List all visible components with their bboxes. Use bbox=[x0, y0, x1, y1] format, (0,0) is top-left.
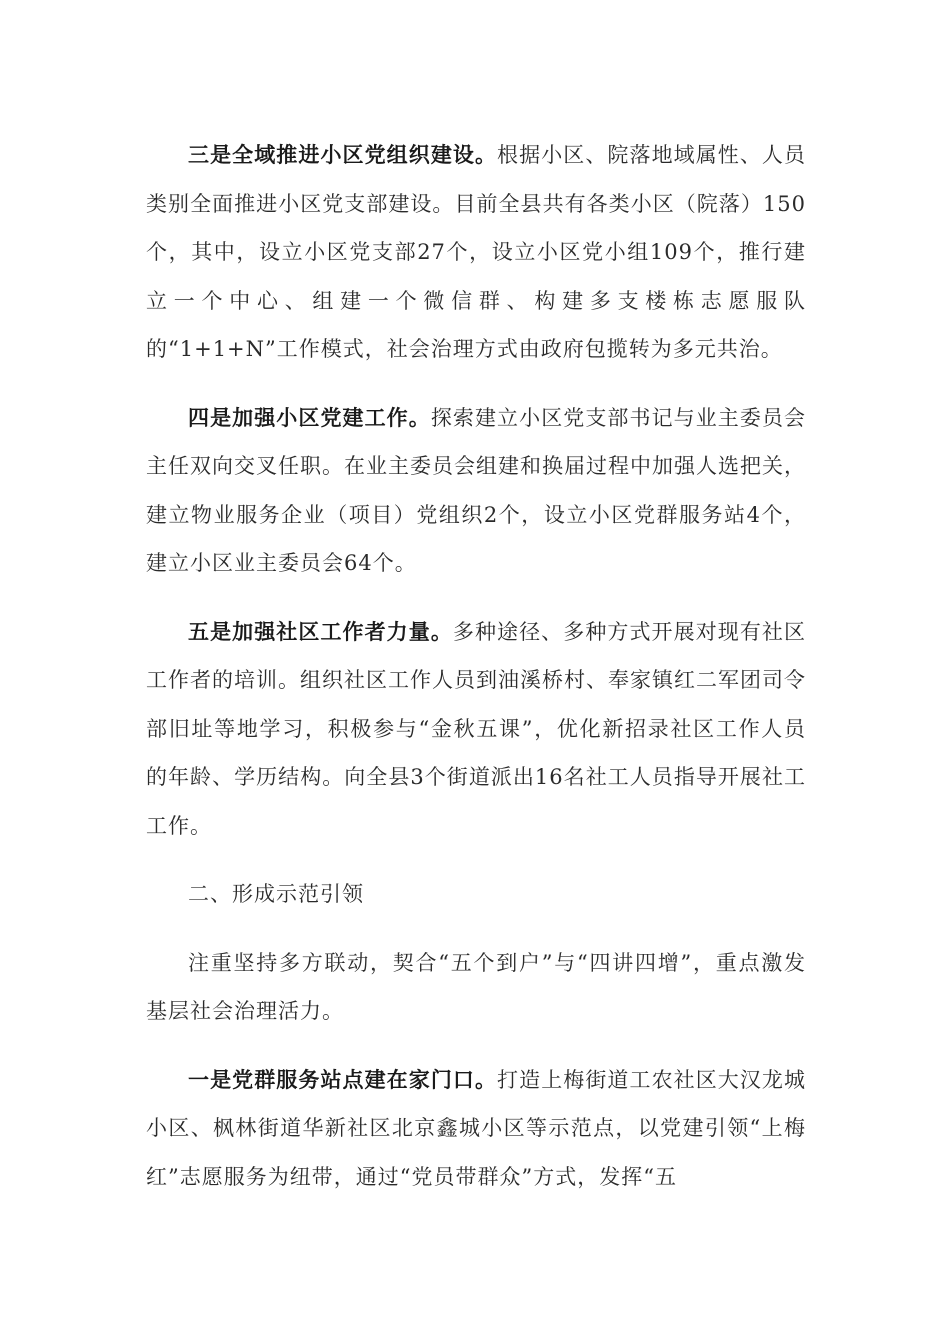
paragraph-service-stations bbox=[146, 1056, 806, 1202]
document-body bbox=[146, 131, 806, 1221]
paragraph-text: 多种途径、多种方式开展对现有社区工作者的培训。组织社区工作人员到油溪桥村、奉家镇红二军团司令部旧址等地学习，积极参与“金秋五课”，优化新招录社区工作人员的年龄、学历结构。向全县3个街道派出16名社工人员指导开展社工工作。 bbox=[146, 619, 807, 838]
paragraph-community-party-organization bbox=[146, 131, 806, 374]
paragraph-lead: 五是加强社区工作者力量。 bbox=[188, 618, 453, 644]
paragraph-text: 探索建立小区党支部书记与业主委员会主任双向交叉任职。在业主委员会组建和换届过程中加强人选把关，建立物业服务企业（项目）党组织2个，设立小区党群服务站4个，建立小区业主委员会64个。 bbox=[146, 405, 807, 575]
paragraph-community-party-work bbox=[146, 394, 806, 588]
paragraph-text: 根据小区、院落地域属性、人员类别全面推进小区党支部建设。目前全县共有各类小区（院落）150个，其中，设立小区党支部27个，设立小区党小组109个，推行建立一个中心、组建一个微信群、构建多支楼栋志愿服队的“1+1+N”工作模式，社会治理方式由政府包揽转为多元共治。 bbox=[146, 143, 807, 361]
paragraph-lead: 一是党群服务站点建在家门口。 bbox=[188, 1066, 498, 1092]
paragraph-intro: 注重坚持多方联动，契合“五个到户”与“四讲四增”，重点激发基层社会治理活力。 bbox=[146, 950, 806, 1023]
section-heading: 二、形成示范引领 bbox=[188, 882, 364, 906]
paragraph-text: 打造上梅街道工农社区大汉龙城小区、枫林街道华新社区北京鑫城小区等示范点，以党建引领“上梅红”志愿服务为纽带，通过“党员带群众”方式，发挥“五 bbox=[146, 1067, 807, 1189]
paragraph-lead: 四是加强小区党建工作。 bbox=[188, 404, 431, 430]
paragraph-social-workers bbox=[146, 608, 806, 851]
paragraph-lead: 三是全域推进小区党组织建设。 bbox=[188, 142, 498, 167]
